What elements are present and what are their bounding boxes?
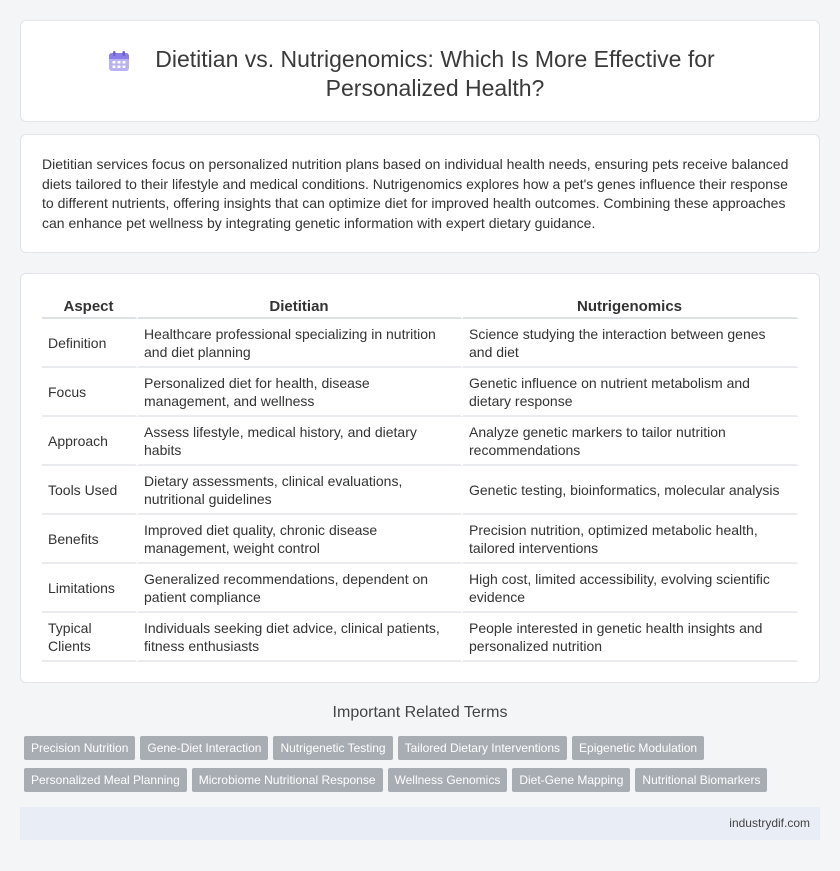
table-row — [42, 515, 799, 564]
calendar-icon — [107, 49, 131, 73]
tag-gene-diet-interaction[interactable]: Gene-Diet Interaction — [140, 736, 268, 760]
aspect-cell: Tools Used — [42, 466, 138, 515]
dietitian-cell: Assess lifestyle, medical history, and dietary habits — [138, 417, 463, 466]
related-terms-tags — [24, 736, 814, 800]
dietitian-cell: Improved diet quality, chronic disease management, weight control — [138, 515, 463, 564]
page-title: Dietitian vs. Nutrigenomics: Which Is More Effective for Personalized Health? — [155, 46, 715, 101]
tag-nutritional-biomarkers[interactable]: Nutritional Biomarkers — [635, 768, 767, 792]
table-header-row — [42, 295, 799, 319]
nutrigenomics-cell: Science studying the interaction between genes and diet — [463, 319, 799, 368]
tag-diet-gene-mapping[interactable]: Diet-Gene Mapping — [512, 768, 630, 792]
intro-paragraph: Dietitian services focus on personalized nutrition plans based on individual health needs, ensuring pets receive balanced diets tailored to their lifestyle and medical conditions. Nutrigenomics explores how a pet's genes influence their response to different nutrients, offering insights that can optimize diet for improved health outcomes. Combining these approaches can enhance pet wellness by integrating genetic information with expert dietary guidance. — [42, 156, 789, 231]
tag-microbiome-nutritional-response[interactable]: Microbiome Nutritional Response — [192, 768, 383, 792]
header-dietitian: Dietitian — [138, 295, 463, 319]
dietitian-cell: Generalized recommendations, dependent on patient compliance — [138, 564, 463, 613]
nutrigenomics-cell: High cost, limited accessibility, evolving scientific evidence — [463, 564, 799, 613]
nutrigenomics-cell: Analyze genetic markers to tailor nutrition recommendations — [463, 417, 799, 466]
dietitian-cell: Dietary assessments, clinical evaluations, nutritional guidelines — [138, 466, 463, 515]
tag-precision-nutrition[interactable]: Precision Nutrition — [24, 736, 135, 760]
related-terms-heading: Important Related Terms — [332, 704, 508, 721]
dietitian-cell: Individuals seeking diet advice, clinical patients, fitness enthusiasts — [138, 613, 463, 662]
nutrigenomics-cell: Genetic influence on nutrient metabolism and dietary response — [463, 368, 799, 417]
intro-card — [20, 134, 820, 253]
table-row — [42, 319, 799, 368]
aspect-cell: Typical Clients — [42, 613, 138, 662]
aspect-cell: Benefits — [42, 515, 138, 564]
table-row — [42, 613, 799, 662]
table-row — [42, 466, 799, 515]
aspect-cell: Limitations — [42, 564, 138, 613]
table-row — [42, 417, 799, 466]
comparison-card — [20, 273, 820, 683]
aspect-cell: Approach — [42, 417, 138, 466]
tag-wellness-genomics[interactable]: Wellness Genomics — [388, 768, 508, 792]
nutrigenomics-cell: Genetic testing, bioinformatics, molecular analysis — [463, 466, 799, 515]
title-card — [20, 20, 820, 122]
header-aspect: Aspect — [42, 295, 138, 319]
tag-epigenetic-modulation[interactable]: Epigenetic Modulation — [572, 736, 704, 760]
nutrigenomics-cell: People interested in genetic health insights and personalized nutrition — [463, 613, 799, 662]
tag-personalized-meal-planning[interactable]: Personalized Meal Planning — [24, 768, 187, 792]
tag-tailored-dietary-interventions[interactable]: Tailored Dietary Interventions — [398, 736, 567, 760]
aspect-cell: Focus — [42, 368, 138, 417]
dietitian-cell: Healthcare professional specializing in nutrition and diet planning — [138, 319, 463, 368]
footer-site-name[interactable]: industrydif.com — [729, 816, 810, 830]
header-nutrigenomics: Nutrigenomics — [463, 295, 799, 319]
table-row — [42, 368, 799, 417]
tag-nutrigenetic-testing[interactable]: Nutrigenetic Testing — [273, 736, 392, 760]
dietitian-cell: Personalized diet for health, disease management, and wellness — [138, 368, 463, 417]
comparison-table — [42, 295, 799, 662]
nutrigenomics-cell: Precision nutrition, optimized metabolic health, tailored interventions — [463, 515, 799, 564]
table-row — [42, 564, 799, 613]
aspect-cell: Definition — [42, 319, 138, 368]
footer — [20, 807, 820, 840]
